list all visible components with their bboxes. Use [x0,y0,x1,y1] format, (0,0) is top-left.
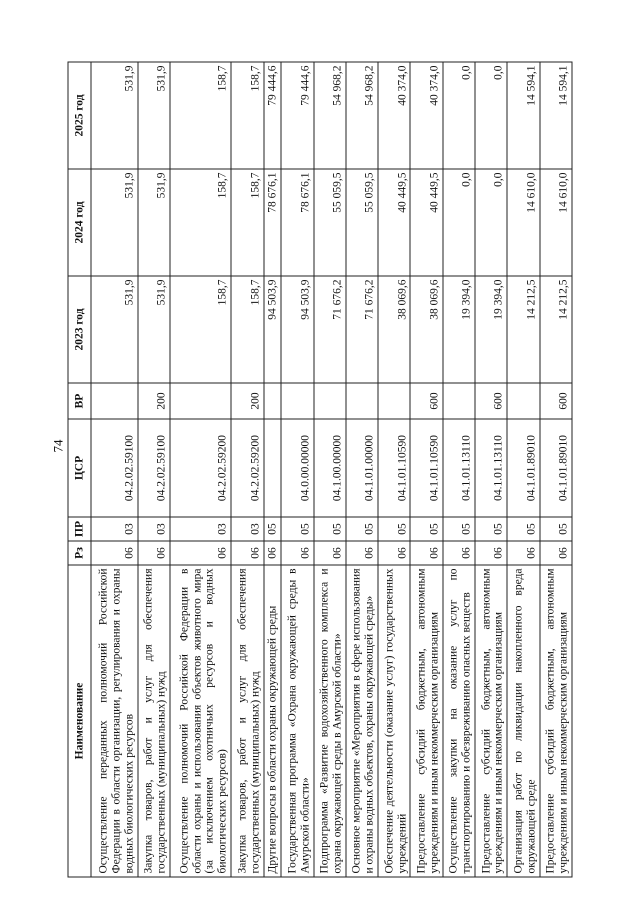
row-vr-cell: 600 [410,383,442,419]
row-name-cell: Предоставление субсидий бюджетным, автономным учреждениям и иным некоммерческим организациям [410,565,442,877]
row-rz-cell: 06 [410,541,442,565]
row-2024-cell: 0,0 [475,169,507,276]
row-pr-cell: 05 [507,517,539,541]
row-pr-cell: 05 [540,517,572,541]
row-csr-cell: 04.1.00.00000 [314,419,346,517]
row-2024-cell: 55 059,5 [314,169,346,276]
row-2023-cell: 71 676,2 [346,276,378,383]
row-vr-cell [264,383,282,419]
row-2023-cell: 531,9 [91,276,138,383]
row-rz-cell: 06 [264,541,282,565]
row-pr-cell: 03 [91,517,138,541]
row-vr-cell: 200 [138,383,170,419]
row-name-cell: Обеспечение деятельности (оказание услуг) государственных учреждений [378,565,410,877]
row-2025-cell: 79 444,6 [264,62,282,169]
row-2024-cell: 531,9 [138,169,170,276]
table-row [138,62,170,877]
row-2025-cell: 158,7 [231,62,263,169]
row-rz-cell: 06 [231,541,263,565]
budget-table-rotated [68,63,573,878]
row-name-cell: Осуществление переданных полномочий Российской Федерации в области организации, регулирования и охраны водных биологических ресурсов [91,565,138,877]
row-rz-cell: 06 [314,541,346,565]
row-2024-cell: 531,9 [91,169,138,276]
row-2025-cell: 14 594,1 [507,62,539,169]
row-2024-cell: 40 449,5 [378,169,410,276]
row-csr-cell: 04.1.01.13110 [475,419,507,517]
table-header-row [68,62,91,877]
row-csr-cell: 04.1.01.10590 [378,419,410,517]
row-2024-cell: 78 676,1 [281,169,313,276]
table-row [264,62,282,877]
row-pr-cell: 05 [378,517,410,541]
row-vr-cell [443,383,475,419]
table-row [170,62,231,877]
page-number: 74 [50,439,66,453]
row-2023-cell: 94 503,9 [281,276,313,383]
row-rz-cell: 06 [540,541,572,565]
row-vr-cell: 600 [475,383,507,419]
row-vr-cell: 600 [540,383,572,419]
row-vr-cell [346,383,378,419]
row-2025-cell: 0,0 [443,62,475,169]
row-rz-cell: 06 [507,541,539,565]
row-2025-cell: 531,9 [91,62,138,169]
table-row [314,62,346,877]
row-2024-cell: 158,7 [231,169,263,276]
row-vr-cell [281,383,313,419]
row-name-cell: Другие вопросы в области охраны окружающей среды [264,565,282,877]
row-2025-cell: 40 374,0 [378,62,410,169]
row-pr-cell: 03 [170,517,231,541]
row-vr-cell [91,383,138,419]
row-pr-cell: 05 [475,517,507,541]
row-2023-cell: 71 676,2 [314,276,346,383]
header-vr: ВР [68,383,91,419]
row-name-cell: Организация работ по ликвидации накопленного вреда окружающей среде [507,565,539,877]
table-row [231,62,263,877]
table-body [91,62,572,877]
header-2023: 2023 год [68,276,91,383]
row-2023-cell: 158,7 [231,276,263,383]
row-2023-cell: 14 212,5 [540,276,572,383]
table-row [378,62,410,877]
row-2025-cell: 0,0 [475,62,507,169]
row-csr-cell: 04.1.01.89010 [540,419,572,517]
table-row [507,62,539,877]
row-pr-cell: 03 [231,517,263,541]
row-pr-cell: 03 [138,517,170,541]
row-2024-cell: 0,0 [443,169,475,276]
row-2025-cell: 158,7 [170,62,231,169]
table-row [346,62,378,877]
row-2023-cell: 38 069,6 [378,276,410,383]
row-2025-cell: 54 968,2 [346,62,378,169]
row-pr-cell: 05 [281,517,313,541]
table-row [540,62,572,877]
row-vr-cell [170,383,231,419]
header-pr: ПР [68,517,91,541]
row-2024-cell: 40 449,5 [410,169,442,276]
row-csr-cell: 04.1.01.13110 [443,419,475,517]
row-rz-cell: 06 [281,541,313,565]
header-csr: ЦСР [68,419,91,517]
budget-table [68,62,573,878]
row-pr-cell: 05 [346,517,378,541]
row-rz-cell: 06 [346,541,378,565]
header-name: Наименование [68,565,91,877]
row-2025-cell: 54 968,2 [314,62,346,169]
row-name-cell: Закупка товаров, работ и услуг для обеспечения государственных (муниципальных) нужд [231,565,263,877]
table-row [475,62,507,877]
row-csr-cell: 04.2.02.59100 [138,419,170,517]
row-rz-cell: 06 [170,541,231,565]
row-csr-cell: 04.0.00.00000 [281,419,313,517]
row-2025-cell: 40 374,0 [410,62,442,169]
row-2024-cell: 158,7 [170,169,231,276]
row-csr-cell: 04.1.01.10590 [410,419,442,517]
row-name-cell: Осуществление закупки на оказание услуг по транспортированию и обезвреживанию опасных веществ [443,565,475,877]
table-row [410,62,442,877]
row-2024-cell: 55 059,5 [346,169,378,276]
row-name-cell: Основное мероприятие «Мероприятия в сфере использования и охраны водных объектов, охраны окружающей среды» [346,565,378,877]
row-rz-cell: 06 [91,541,138,565]
row-pr-cell: 05 [314,517,346,541]
row-2023-cell: 19 394,0 [475,276,507,383]
row-2023-cell: 38 069,6 [410,276,442,383]
header-2024: 2024 год [68,169,91,276]
row-name-cell: Закупка товаров, работ и услуг для обеспечения государственных (муниципальных) нужд [138,565,170,877]
table-row [281,62,313,877]
row-vr-cell: 200 [231,383,263,419]
row-vr-cell [314,383,346,419]
row-pr-cell: 05 [443,517,475,541]
row-2023-cell: 158,7 [170,276,231,383]
row-2025-cell: 14 594,1 [540,62,572,169]
row-csr-cell: 04.2.02.59200 [170,419,231,517]
row-2025-cell: 531,9 [138,62,170,169]
row-2023-cell: 94 503,9 [264,276,282,383]
row-pr-cell: 05 [264,517,282,541]
row-2024-cell: 14 610,0 [540,169,572,276]
header-2025: 2025 год [68,62,91,169]
row-rz-cell: 06 [138,541,170,565]
header-rz: Рз [68,541,91,565]
row-2023-cell: 19 394,0 [443,276,475,383]
row-rz-cell: 06 [475,541,507,565]
row-csr-cell [264,419,282,517]
row-name-cell: Государственная программа «Охрана окружающей среды в Амурской области» [281,565,313,877]
row-name-cell: Предоставление субсидий бюджетным, автономным учреждениям и иным некоммерческим организациям [540,565,572,877]
row-vr-cell [378,383,410,419]
row-csr-cell: 04.1.01.89010 [507,419,539,517]
table-row [91,62,138,877]
row-csr-cell: 04.1.01.00000 [346,419,378,517]
row-pr-cell: 05 [410,517,442,541]
row-name-cell: Осуществление полномочий Российской Федерации в области охраны и использования объектов животного мира (за исключением охотничьих ресурсов и водных биологических ресурсов) [170,565,231,877]
row-2024-cell: 78 676,1 [264,169,282,276]
row-rz-cell: 06 [443,541,475,565]
row-vr-cell [507,383,539,419]
row-rz-cell: 06 [378,541,410,565]
row-csr-cell: 04.2.02.59100 [91,419,138,517]
row-2023-cell: 531,9 [138,276,170,383]
row-name-cell: Предоставление субсидий бюджетным, автономным учреждениям и иным некоммерческим организациям [475,565,507,877]
row-2023-cell: 14 212,5 [507,276,539,383]
row-csr-cell: 04.2.02.59200 [231,419,263,517]
table-row [443,62,475,877]
row-2024-cell: 14 610,0 [507,169,539,276]
row-name-cell: Подпрограмма «Развитие водохозяйственного комплекса и охрана окружающей среды в Амурской области» [314,565,346,877]
row-2025-cell: 79 444,6 [281,62,313,169]
